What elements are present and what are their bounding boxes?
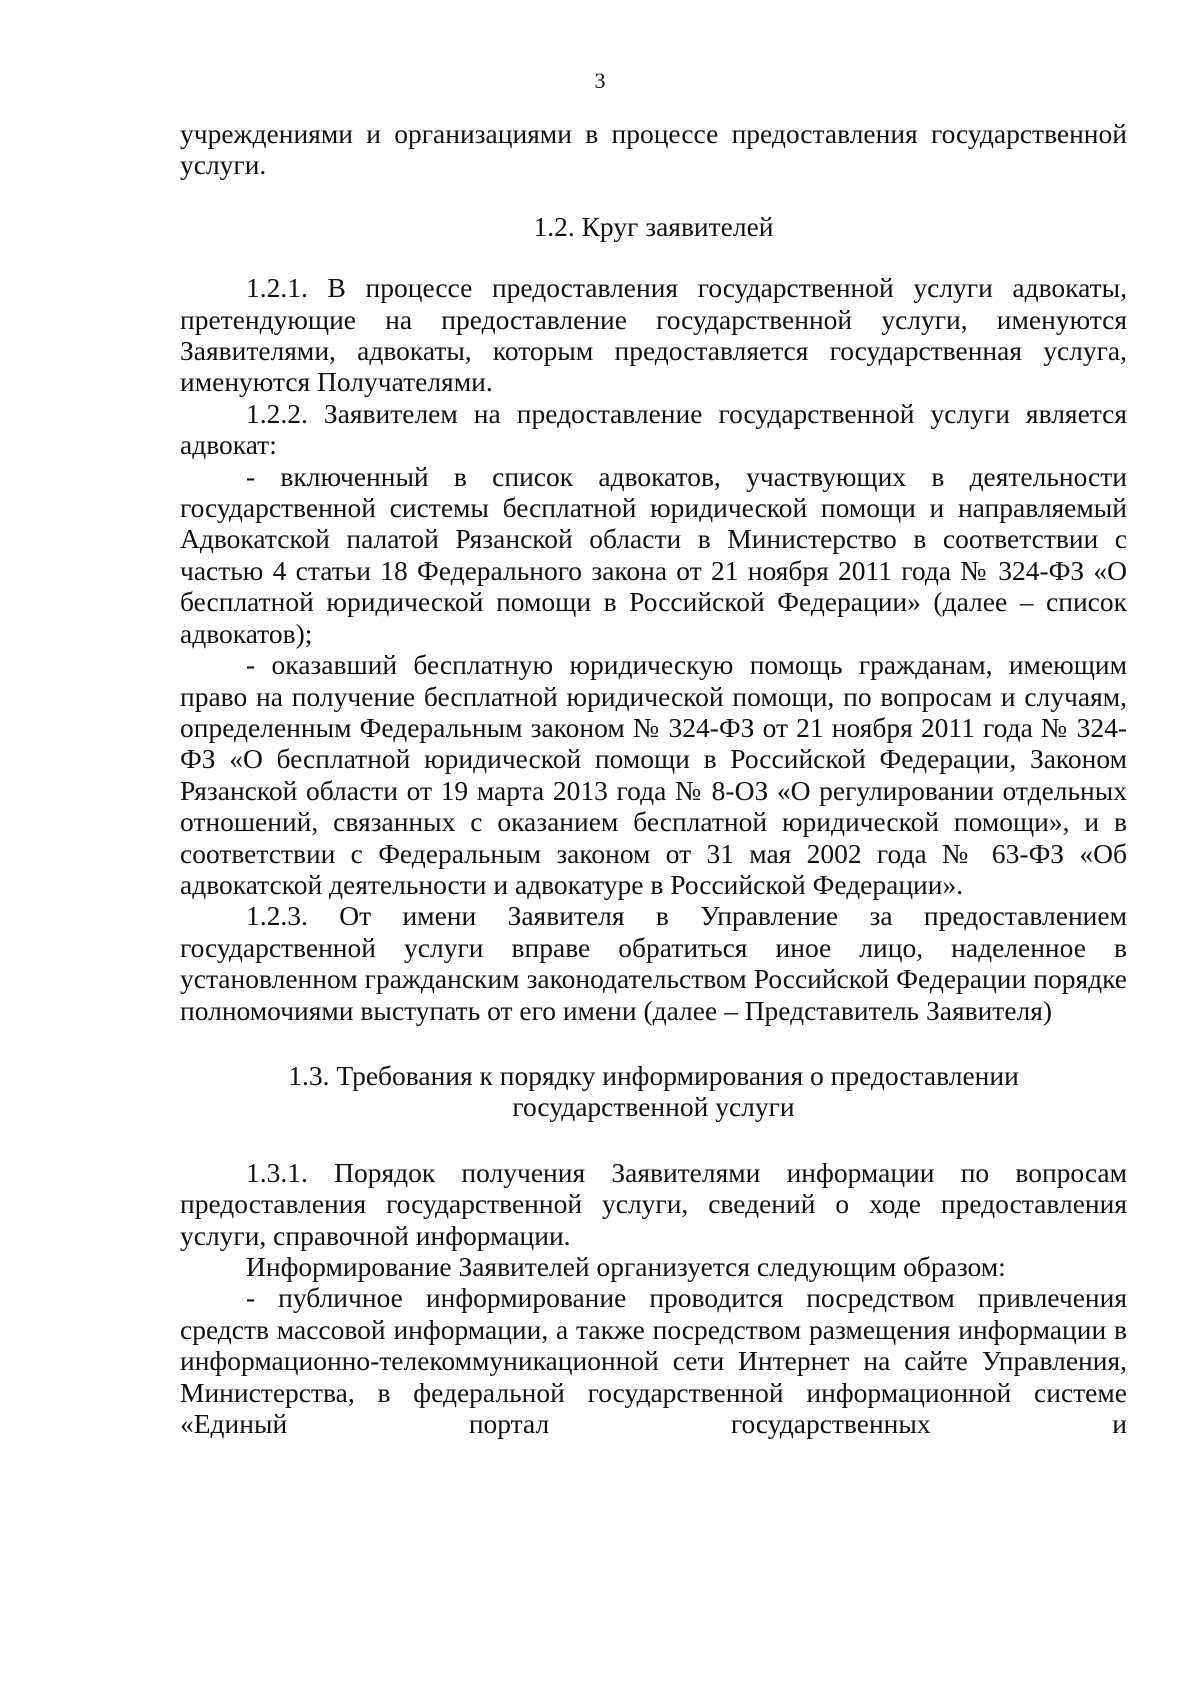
- section-heading-1-3-line1: 1.3. Требования к порядку информирования о предоставлении: [288, 1059, 1019, 1091]
- paragraph-1-2-2-item-b: - оказавший бесплатную юридическую помощь гражданам, имеющим право на получение бесплатной юридической помощи, по вопросам и случаям, определенным Федеральным законом № 324-ФЗ от 21 ноября 2011 года № 324-ФЗ «О бесплатной юридической помощи в Российской Федерации, Законом Рязанской области от 19 марта 2013 года № 8-ОЗ «О регулировании отдельных отношений, связанных с оказанием бесплатной юридической помощи», и в соответствии с Федеральным законом от 31 мая 2002 года № 63-ФЗ «Об адвокатской деятельности и адвокатуре в Российской Федерации».: [180, 649, 1127, 900]
- paragraph-1-3-1-item-a: - публичное информирование проводится посредством привлечения средств массовой информации, а также посредством размещения информации в информационно-телекоммуникационной сети Интернет на сайте Управления, Министерства, в федеральной государственной информационной системе «Единый портал государственных и: [180, 1282, 1127, 1440]
- section-heading-1-2: 1.2. Круг заявителей: [533, 210, 774, 242]
- document-body: [180, 118, 1127, 1439]
- section-heading-1-3-line2: государственной услуги: [512, 1091, 795, 1123]
- page-number: 3: [594, 68, 606, 93]
- paragraph-1-2-2: 1.2.2. Заявителем на предоставление государственной услуги является адвокат:: [180, 397, 1127, 461]
- paragraph-continuation: учреждениями и организациями в процессе предоставления государственной услуги.: [180, 118, 1127, 181]
- paragraph-1-3-1: 1.3.1. Порядок получения Заявителями информации по вопросам предоставления государственной услуги, сведений о ходе предоставления услуги, справочной информации.: [180, 1156, 1127, 1251]
- paragraph-1-3-1-intro: Информирование Заявителей организуется следующим образом:: [246, 1251, 1006, 1282]
- paragraph-1-2-3: 1.2.3. От имени Заявителя в Управление за предоставлением государственной услуги вправе обратиться иное лицо, наделенное в установленном гражданским законодательством Российской Федерации порядке полномочиями выступать от его имени (далее – Представитель Заявителя): [180, 900, 1127, 1026]
- paragraph-1-2-1: 1.2.1. В процессе предоставления государственной услуги адвокаты, претендующие на предоставление государственной услуги, именуются Заявителями, адвокаты, которым предоставляется государственная услуга, именуются Получателями.: [180, 272, 1127, 398]
- paragraph-1-2-2-item-a: - включенный в список адвокатов, участвующих в деятельности государственной системы бесплатной юридической помощи и направляемый Адвокатской палатой Рязанской области в Министерство в соответствии с частью 4 статьи 18 Федерального закона от 21 ноября 2011 года № 324-ФЗ «О бесплатной юридической помощи в Российской Федерации» (далее – список адвокатов);: [180, 460, 1127, 649]
